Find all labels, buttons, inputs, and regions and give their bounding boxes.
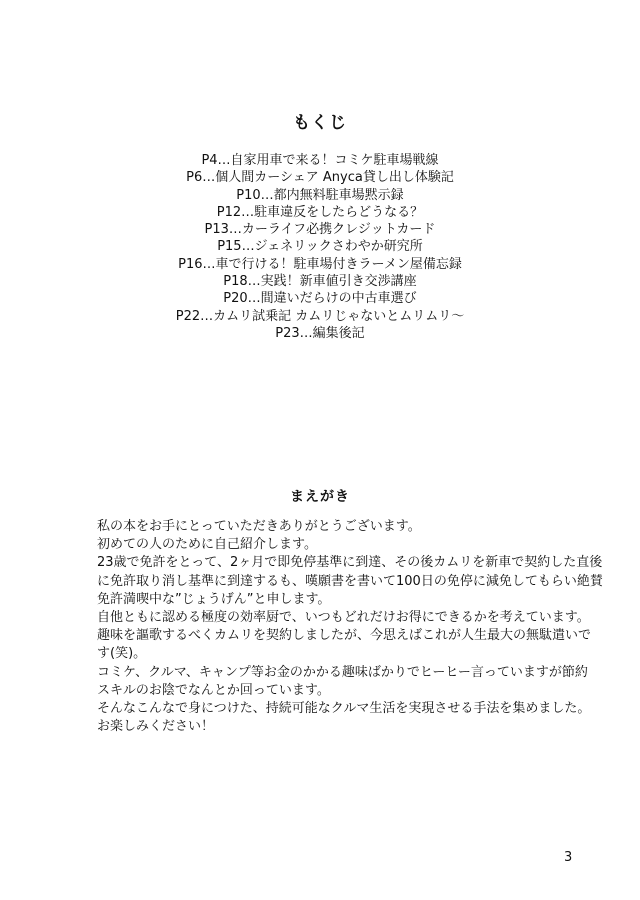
toc-item: P16…車で行ける！駐車場付きラーメン屋備忘録 [178,256,462,272]
toc-item: P18…実践！新車値引き交渉講座 [223,274,417,290]
preface-line: 免許満喫中な”じょうげん”と申します。 [97,591,331,607]
toc-item: P10…都内無料駐車場黙示録 [236,187,404,203]
preface-line: 私の本をお手にとっていただきありがとうございます。 [97,519,421,534]
preface-line: 初めての人のために自己紹介します。 [97,537,317,553]
toc-title: もくじ [293,113,347,133]
preface-line: 趣味を謳歌するべくカムリを契約しましたが、今思えばこれが人生最大の無駄遣いで [97,628,592,644]
preface-line: お楽しみください！ [97,719,215,735]
preface-line: そんなこんなで身につけた、持続可能なクルマ生活を実現させる手法を集めました。 [97,701,591,717]
preface-title: まえがき [290,489,350,505]
toc-item: P22…カムリ試乗記 カムリじゃないとムリムリ～ [175,308,465,324]
preface-line: 23歳で免許をとって、2ヶ月で即免停基準に到達、その後カムリを新車で契約した直後 [97,555,603,571]
toc-list [0,152,640,342]
toc-item: P15…ジェネリックさわやか研究所 [217,239,423,255]
toc-item: P13…カーライフ必携クレジットカード [204,222,436,238]
toc-item: P4…自家用車で来る！コミケ駐車場戦線 [201,153,439,168]
preface-line: 自他ともに認める極度の効率厨で、いつもどれだけお得にできるかを考えています。 [97,610,590,626]
toc-item: P6…個人間カーシェア Anyca貸し出し体験記 [186,170,454,186]
preface-line: スキルのお陰でなんとか回っています。 [97,682,330,698]
page-number: 3 [564,850,573,865]
toc-item: P12…駐車違反をしたらどうなる？ [216,204,424,220]
toc-item: P20…間違いだらけの中古車選び [223,291,417,307]
preface-line: コミケ、クルマ、キャンプ等お金のかかる趣味ばかりでヒーヒー言っていますが節約 [97,664,588,680]
preface-line: す(笑)。 [97,646,147,662]
preface-body [97,518,603,736]
toc-item: P23…編集後記 [275,325,365,341]
preface-line: に免許取り消し基準に到達するも、嘆願書を書いて100日の免停に減免してもらい絶賛 [97,573,603,589]
